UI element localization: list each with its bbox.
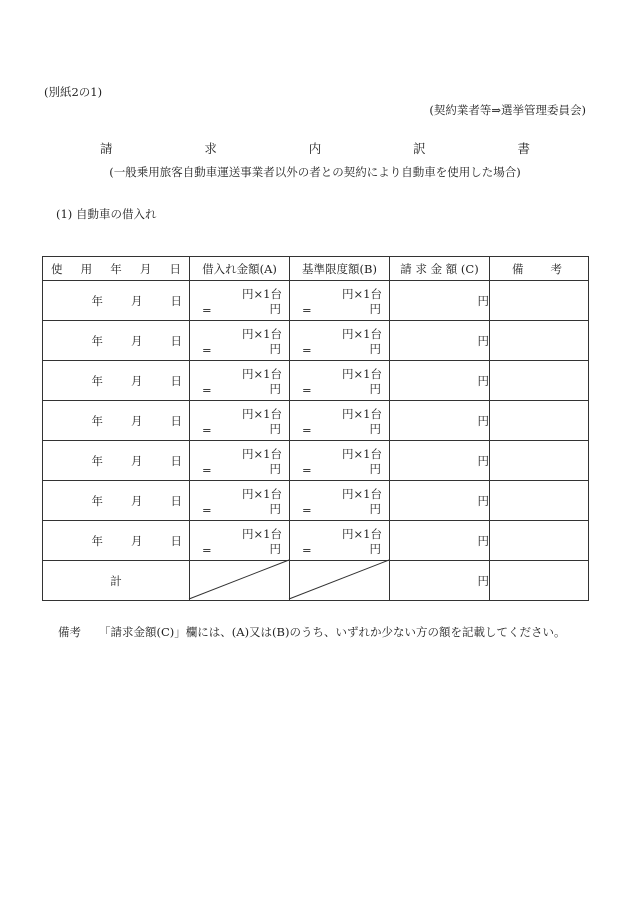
year-label: 年 [91, 493, 103, 508]
yen-label: 円 [369, 541, 381, 556]
equals-sign: = [302, 342, 312, 357]
date-cell[interactable] [43, 361, 190, 401]
yen-label: 円 [369, 341, 381, 356]
header-char: 月 [139, 261, 152, 276]
header-standard-limit: 基準限度額(B) [290, 257, 390, 281]
per-unit-label: 円×1台 [342, 526, 382, 541]
rental-amount-cell[interactable] [190, 321, 290, 361]
date-cell[interactable] [43, 441, 190, 481]
rental-amount-cell[interactable] [190, 281, 290, 321]
title-char: 内 [308, 141, 322, 156]
per-unit-label: 円×1台 [242, 326, 282, 341]
year-label: 年 [91, 413, 103, 428]
remarks-cell[interactable] [490, 441, 589, 481]
table-row [43, 361, 589, 401]
table-row [43, 521, 589, 561]
claim-amount-cell[interactable]: 円 [390, 401, 490, 441]
breakdown-table [42, 256, 589, 601]
yen-label: 円 [269, 541, 281, 556]
rental-amount-cell[interactable] [190, 361, 290, 401]
total-claim-amount-cell[interactable]: 円 [390, 561, 490, 601]
year-label: 年 [91, 333, 103, 348]
standard-limit-cell[interactable] [290, 441, 390, 481]
standard-limit-cell[interactable] [290, 321, 390, 361]
table-row [43, 401, 589, 441]
per-unit-label: 円×1台 [342, 486, 382, 501]
per-unit-label: 円×1台 [342, 366, 382, 381]
table-row [43, 321, 589, 361]
breakdown-table-wrapper [42, 256, 588, 600]
yen-label: 円 [269, 501, 281, 516]
header-claim-amount: 請 求 金 額 (C) [390, 257, 490, 281]
claim-amount-cell[interactable]: 円 [390, 361, 490, 401]
footnote-text: 「請求金額(C)」欄には、(A)又は(B)のうち、いずれか少ない方の額を記載してください。 [99, 625, 566, 639]
header-usage-date [43, 257, 190, 281]
title-char: 請 [100, 141, 113, 156]
claim-amount-cell[interactable]: 円 [390, 481, 490, 521]
per-unit-label: 円×1台 [342, 326, 382, 341]
claim-amount-cell[interactable]: 円 [390, 441, 490, 481]
remarks-cell[interactable] [490, 401, 589, 441]
title-char: 書 [517, 141, 530, 156]
yen-label: 円 [369, 381, 381, 396]
year-label: 年 [91, 373, 103, 388]
date-cell[interactable] [43, 401, 190, 441]
date-cell[interactable] [43, 321, 190, 361]
total-rental-crossed-cell [190, 561, 290, 601]
header-char: 日 [169, 261, 181, 276]
claim-amount-cell[interactable]: 円 [390, 321, 490, 361]
year-label: 年 [91, 453, 103, 468]
equals-sign: = [202, 302, 212, 317]
standard-limit-cell[interactable] [290, 281, 390, 321]
attachment-label: (別紙2の1) [44, 85, 103, 99]
equals-sign: = [202, 422, 212, 437]
equals-sign: = [202, 542, 212, 557]
equals-sign: = [302, 462, 312, 477]
footnote [58, 624, 565, 640]
month-label: 月 [131, 533, 143, 548]
table-row [43, 481, 589, 521]
document-subtitle: (一般乗用旅客自動車運送事業者以外の者との契約により自動車を使用した場合) [109, 165, 521, 179]
equals-sign: = [202, 462, 212, 477]
per-unit-label: 円×1台 [242, 286, 282, 301]
total-row [43, 561, 589, 601]
day-label: 日 [170, 533, 182, 548]
header-char: 年 [110, 261, 122, 276]
footnote-label: 備考 [58, 625, 81, 639]
remarks-cell[interactable] [490, 321, 589, 361]
day-label: 日 [170, 333, 182, 348]
yen-label: 円 [269, 341, 281, 356]
date-cell[interactable] [43, 481, 190, 521]
date-cell[interactable] [43, 521, 190, 561]
equals-sign: = [302, 422, 312, 437]
yen-label: 円 [369, 301, 381, 316]
yen-label: 円 [269, 421, 281, 436]
date-cell[interactable] [43, 281, 190, 321]
header-rental-amount: 借入れ金額(A) [190, 257, 290, 281]
yen-label: 円 [269, 381, 281, 396]
yen-label: 円 [369, 461, 381, 476]
remarks-cell[interactable] [490, 521, 589, 561]
month-label: 月 [131, 373, 143, 388]
per-unit-label: 円×1台 [242, 406, 282, 421]
standard-limit-cell[interactable] [290, 521, 390, 561]
per-unit-label: 円×1台 [342, 446, 382, 461]
month-label: 月 [131, 453, 143, 468]
total-limit-crossed-cell [290, 561, 390, 601]
equals-sign: = [202, 382, 212, 397]
month-label: 月 [131, 493, 143, 508]
remarks-cell[interactable] [490, 281, 589, 321]
month-label: 月 [131, 293, 143, 308]
rental-amount-cell[interactable] [190, 481, 290, 521]
rental-amount-cell[interactable] [190, 401, 290, 441]
per-unit-label: 円×1台 [242, 526, 282, 541]
year-label: 年 [91, 533, 103, 548]
per-unit-label: 円×1台 [242, 486, 282, 501]
equals-sign: = [202, 342, 212, 357]
title-char: 求 [204, 141, 217, 156]
yen-label: 円 [269, 301, 281, 316]
day-label: 日 [170, 293, 182, 308]
header-char: 考 [550, 261, 562, 276]
standard-limit-cell[interactable] [290, 481, 390, 521]
title-char: 訳 [413, 141, 426, 156]
year-label: 年 [91, 293, 103, 308]
rental-amount-cell[interactable] [190, 521, 290, 561]
day-label: 日 [170, 413, 182, 428]
remarks-cell[interactable] [490, 481, 589, 521]
recipient-line: (契約業者等⇒選挙管理委員会) [429, 103, 586, 117]
equals-sign: = [302, 542, 312, 557]
table-header-row [43, 257, 589, 281]
per-unit-label: 円×1台 [342, 406, 382, 421]
month-label: 月 [131, 413, 143, 428]
total-remarks-cell[interactable] [490, 561, 589, 601]
yen-label: 円 [369, 421, 381, 436]
equals-sign: = [202, 502, 212, 517]
table-row [43, 441, 589, 481]
section-heading: (1) 自動車の借入れ [56, 207, 157, 221]
claim-amount-cell[interactable]: 円 [390, 281, 490, 321]
header-char: 使 [51, 261, 63, 276]
claim-amount-cell[interactable]: 円 [390, 521, 490, 561]
header-char: 用 [80, 261, 93, 276]
day-label: 日 [170, 373, 182, 388]
header-char: 備 [512, 261, 524, 276]
rental-amount-cell[interactable] [190, 441, 290, 481]
remarks-cell[interactable] [490, 361, 589, 401]
standard-limit-cell[interactable] [290, 401, 390, 441]
equals-sign: = [302, 302, 312, 317]
yen-label: 円 [269, 461, 281, 476]
per-unit-label: 円×1台 [242, 446, 282, 461]
equals-sign: = [302, 502, 312, 517]
day-label: 日 [170, 493, 182, 508]
yen-label: 円 [369, 501, 381, 516]
month-label: 月 [131, 333, 143, 348]
header-remarks [490, 257, 589, 281]
standard-limit-cell[interactable] [290, 361, 390, 401]
day-label: 日 [170, 453, 182, 468]
per-unit-label: 円×1台 [342, 286, 382, 301]
per-unit-label: 円×1台 [242, 366, 282, 381]
document-title [100, 139, 530, 157]
total-label: 計 [43, 561, 190, 601]
equals-sign: = [302, 382, 312, 397]
table-row [43, 281, 589, 321]
